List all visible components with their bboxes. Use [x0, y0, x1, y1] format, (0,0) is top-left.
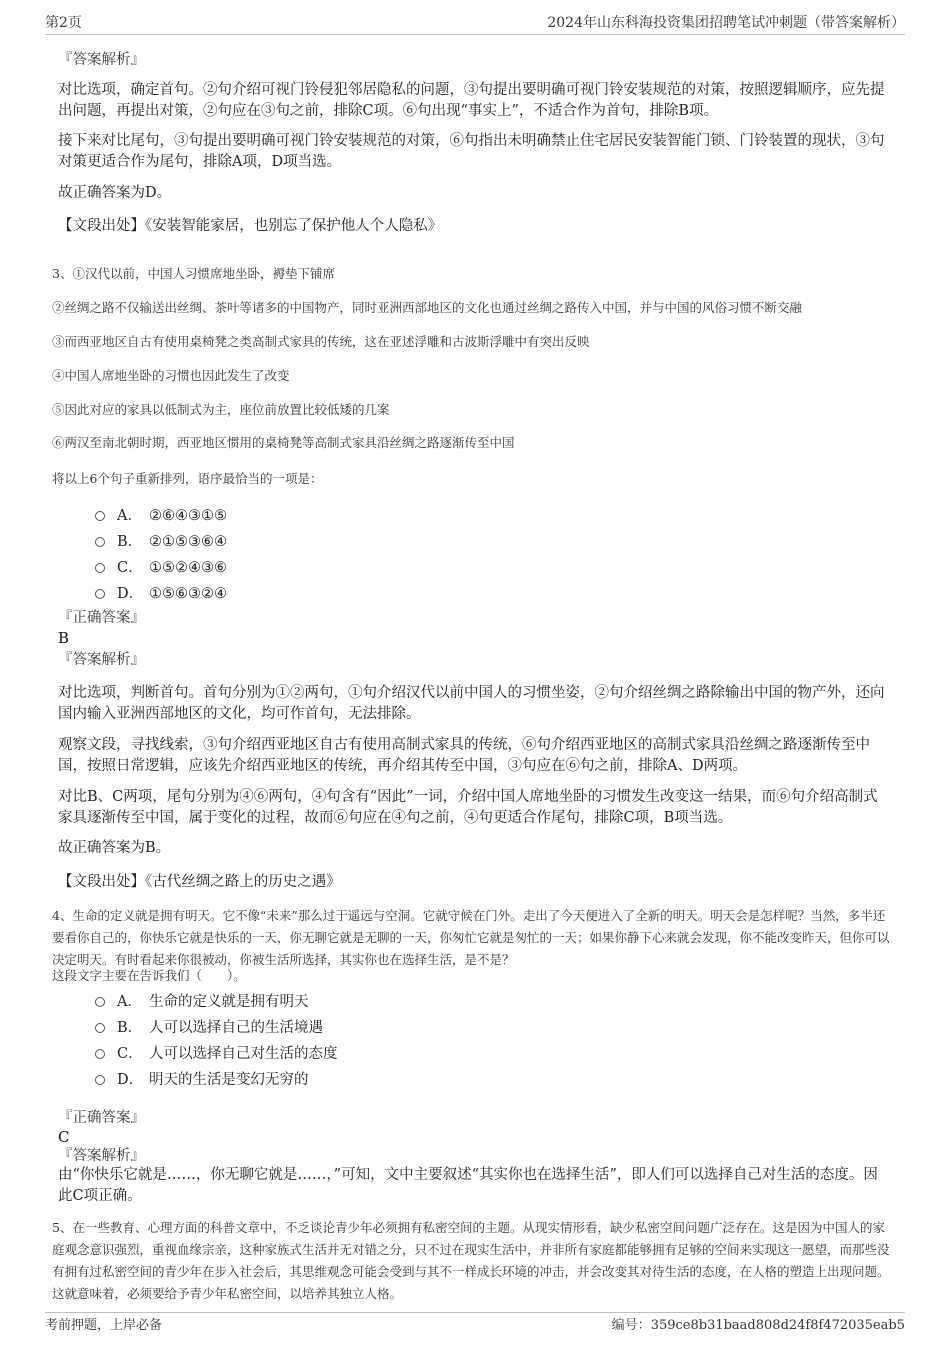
option-text: 人可以选择自己对生活的态度 [149, 1046, 338, 1062]
correct-answer: B [58, 629, 70, 647]
analysis-label: 『答案解析』 [58, 652, 145, 668]
document-title: 2024年山东科海投资集团招聘笔试冲刺题（带答案解析） [547, 15, 905, 31]
radio-button[interactable] [95, 563, 105, 573]
correct-answer-label: 『正确答案』 [58, 610, 145, 626]
question-sentence: ⑤因此对应的家具以低制式为主，座位前放置比较低矮的几案 [52, 402, 390, 417]
option-text: ①⑤②④③⑥ [149, 560, 227, 576]
option-a[interactable] [95, 504, 227, 525]
question-prompt: 这段文字主要在告诉我们（ ）。 [52, 968, 246, 983]
document-code [612, 1314, 905, 1333]
analysis-paragraph: 对比B、C两项，尾句分别为④⑥两句，④句含有“因此”一词，介绍中国人席地坐卧的习惯发生改变这一结果，而⑥句介绍高制式家具逐渐传至中国，属于变化的过程，故而⑥句应在④句之前，④句更适合作尾句，排除C项，B项当选。 [58, 789, 878, 826]
analysis-paragraph: 由“你快乐它就是……，你无聊它就是……，”可知，文中主要叙述“其实你也在选择生活”，即人们可以选择自己对生活的态度。因此C项正确。 [58, 1167, 878, 1204]
option-letter: B． [117, 1020, 143, 1036]
analysis-label: 『答案解析』 [58, 1148, 145, 1164]
source-citation: 【文段出处】《古代丝绸之路上的历史之遇》 [58, 874, 341, 890]
option-text: 生命的定义就是拥有明天 [149, 994, 309, 1010]
analysis-paragraph: 对比选项，判断首句。首句分别为①②两句，①句介绍汉代以前中国人的习惯坐姿，②句介绍丝绸之路除输出中国的物产外，还向国内输入亚洲西部地区的文化，均可作首句，无法排除。 [58, 685, 885, 722]
option-text: 人可以选择自己的生活境遇 [149, 1020, 323, 1036]
source-citation: 【文段出处】《安装智能家居，也别忘了保护他人个人隐私》 [58, 218, 443, 234]
page-number: 第2页 [45, 15, 82, 31]
question-sentence: ④中国人席地坐卧的习惯也因此发生了改变 [52, 368, 290, 383]
analysis-label: 『答案解析』 [58, 52, 145, 68]
option-letter: A． [117, 994, 142, 1010]
document-code-value: 359ce8b31baad808d24f8f472035eab5 [650, 1318, 905, 1333]
option-a[interactable] [95, 990, 309, 1011]
correct-answer: C [58, 1128, 70, 1146]
option-text: 明天的生活是变幻无穷的 [149, 1072, 309, 1088]
footer-divider [45, 1312, 905, 1313]
analysis-paragraph: 对比选项，确定首句。②句介绍可视门铃侵犯邻居隐私的问题，③句提出要明确可视门铃安装规范的对策，按照逻辑顺序，应先提出问题，再提出对策，②句应在③句之前，排除C项。⑥句出现“事实上”，不适合作为首句，排除B项。 [58, 82, 885, 119]
analysis-conclusion: 故正确答案为D。 [58, 185, 172, 201]
option-c[interactable] [95, 556, 227, 577]
option-text: ①⑤⑥③②④ [149, 586, 227, 602]
option-letter: D． [117, 586, 144, 602]
option-letter: C． [117, 560, 143, 576]
option-letter: C． [117, 1046, 143, 1062]
option-text: ②①⑤③⑥④ [149, 534, 227, 550]
option-d[interactable] [95, 1068, 309, 1089]
analysis-paragraph: 接下来对比尾句，③句提出要明确可视门铃安装规范的对策，⑥句指出未明确禁止住宅居民安装智能门锁、门铃装置的现状，③句对策更适合作为尾句，排除A项，D项当选。 [58, 133, 885, 170]
option-d[interactable] [95, 582, 227, 603]
question-sentence: ⑥两汉至南北朝时期，西亚地区惯用的桌椅凳等高制式家具沿丝绸之路逐渐传至中国 [52, 435, 515, 450]
question-stem: 4、生命的定义就是拥有明天。它不像“未来”那么过于遥远与空洞。它就守候在门外。走出了今天便进入了全新的明天。明天会是怎样呢？当然，多半还要看你自己的，你快乐它就是快乐的一天，你无聊它就是无聊的一天，你匆忙它就是匆忙的一天；如果你静下心来就会发现，你不能改变昨天，但你可以决定明天。有时看起来你很被动，你被生活所选择，其实你也在选择生活，是不是？ [52, 908, 890, 967]
radio-button[interactable] [95, 1075, 105, 1085]
question-sentence: ③而西亚地区自古有使用桌椅凳之类高制式家具的传统，这在亚述浮雕和古波斯浮雕中有突出反映 [52, 334, 590, 349]
header-divider [45, 34, 905, 35]
radio-button[interactable] [95, 537, 105, 547]
option-letter: B． [117, 534, 143, 550]
radio-button[interactable] [95, 997, 105, 1007]
radio-button[interactable] [95, 1023, 105, 1033]
radio-button[interactable] [95, 589, 105, 599]
analysis-paragraph: 观察文段，寻找线索，③句介绍西亚地区自古有使用高制式家具的传统，⑥句介绍西亚地区的高制式家具沿丝绸之路逐渐传至中国，按照日常逻辑，应该先介绍西亚地区的传统，再介绍其传至中国，③句应在⑥句之前，排除A、D两项。 [58, 737, 870, 774]
question-sentence: 3、①汉代以前，中国人习惯席地坐卧，褥垫下铺席 [52, 266, 335, 281]
document-code-label: 编号： [611, 1318, 651, 1333]
correct-answer-label: 『正确答案』 [58, 1110, 145, 1126]
option-letter: D． [117, 1072, 144, 1088]
question-sentence: ②丝绸之路不仅输送出丝绸、茶叶等诸多的中国物产，同时亚洲西部地区的文化也通过丝绸之路传入中国，并与中国的风俗习惯不断交融 [52, 300, 803, 315]
radio-button[interactable] [95, 1049, 105, 1059]
option-b[interactable] [95, 530, 227, 551]
option-text: ②⑥④③①⑤ [149, 508, 227, 524]
option-c[interactable] [95, 1042, 338, 1063]
analysis-conclusion: 故正确答案为B。 [58, 840, 171, 856]
question-prompt: 将以上6个句子重新排列，语序最恰当的一项是： [52, 471, 323, 486]
question-stem: 5、在一些教育、心理方面的科普文章中，不乏谈论青少年必须拥有私密空间的主题。从现实情形看，缺少私密空间问题广泛存在。这是因为中国人的家庭观念意识强烈，重视血缘宗亲，这种家族式生活并无对错之分，只不过在现实生活中，并非所有家庭都能够拥有足够的空间来实现这一愿望，而那些没有拥有过私密空间的青少年在步入社会后，其思维观念可能会受到与其不一样成长环境的冲击，并会改变其对待生活的态度，在人格的塑造上出现问题。这就意味着，必须要给予青少年私密空间，以培养其独立人格。 [52, 1220, 890, 1301]
radio-button[interactable] [95, 511, 105, 521]
footer-slogan: 考前押题，上岸必备 [45, 1318, 163, 1333]
option-letter: A． [117, 508, 142, 524]
option-b[interactable] [95, 1016, 323, 1037]
